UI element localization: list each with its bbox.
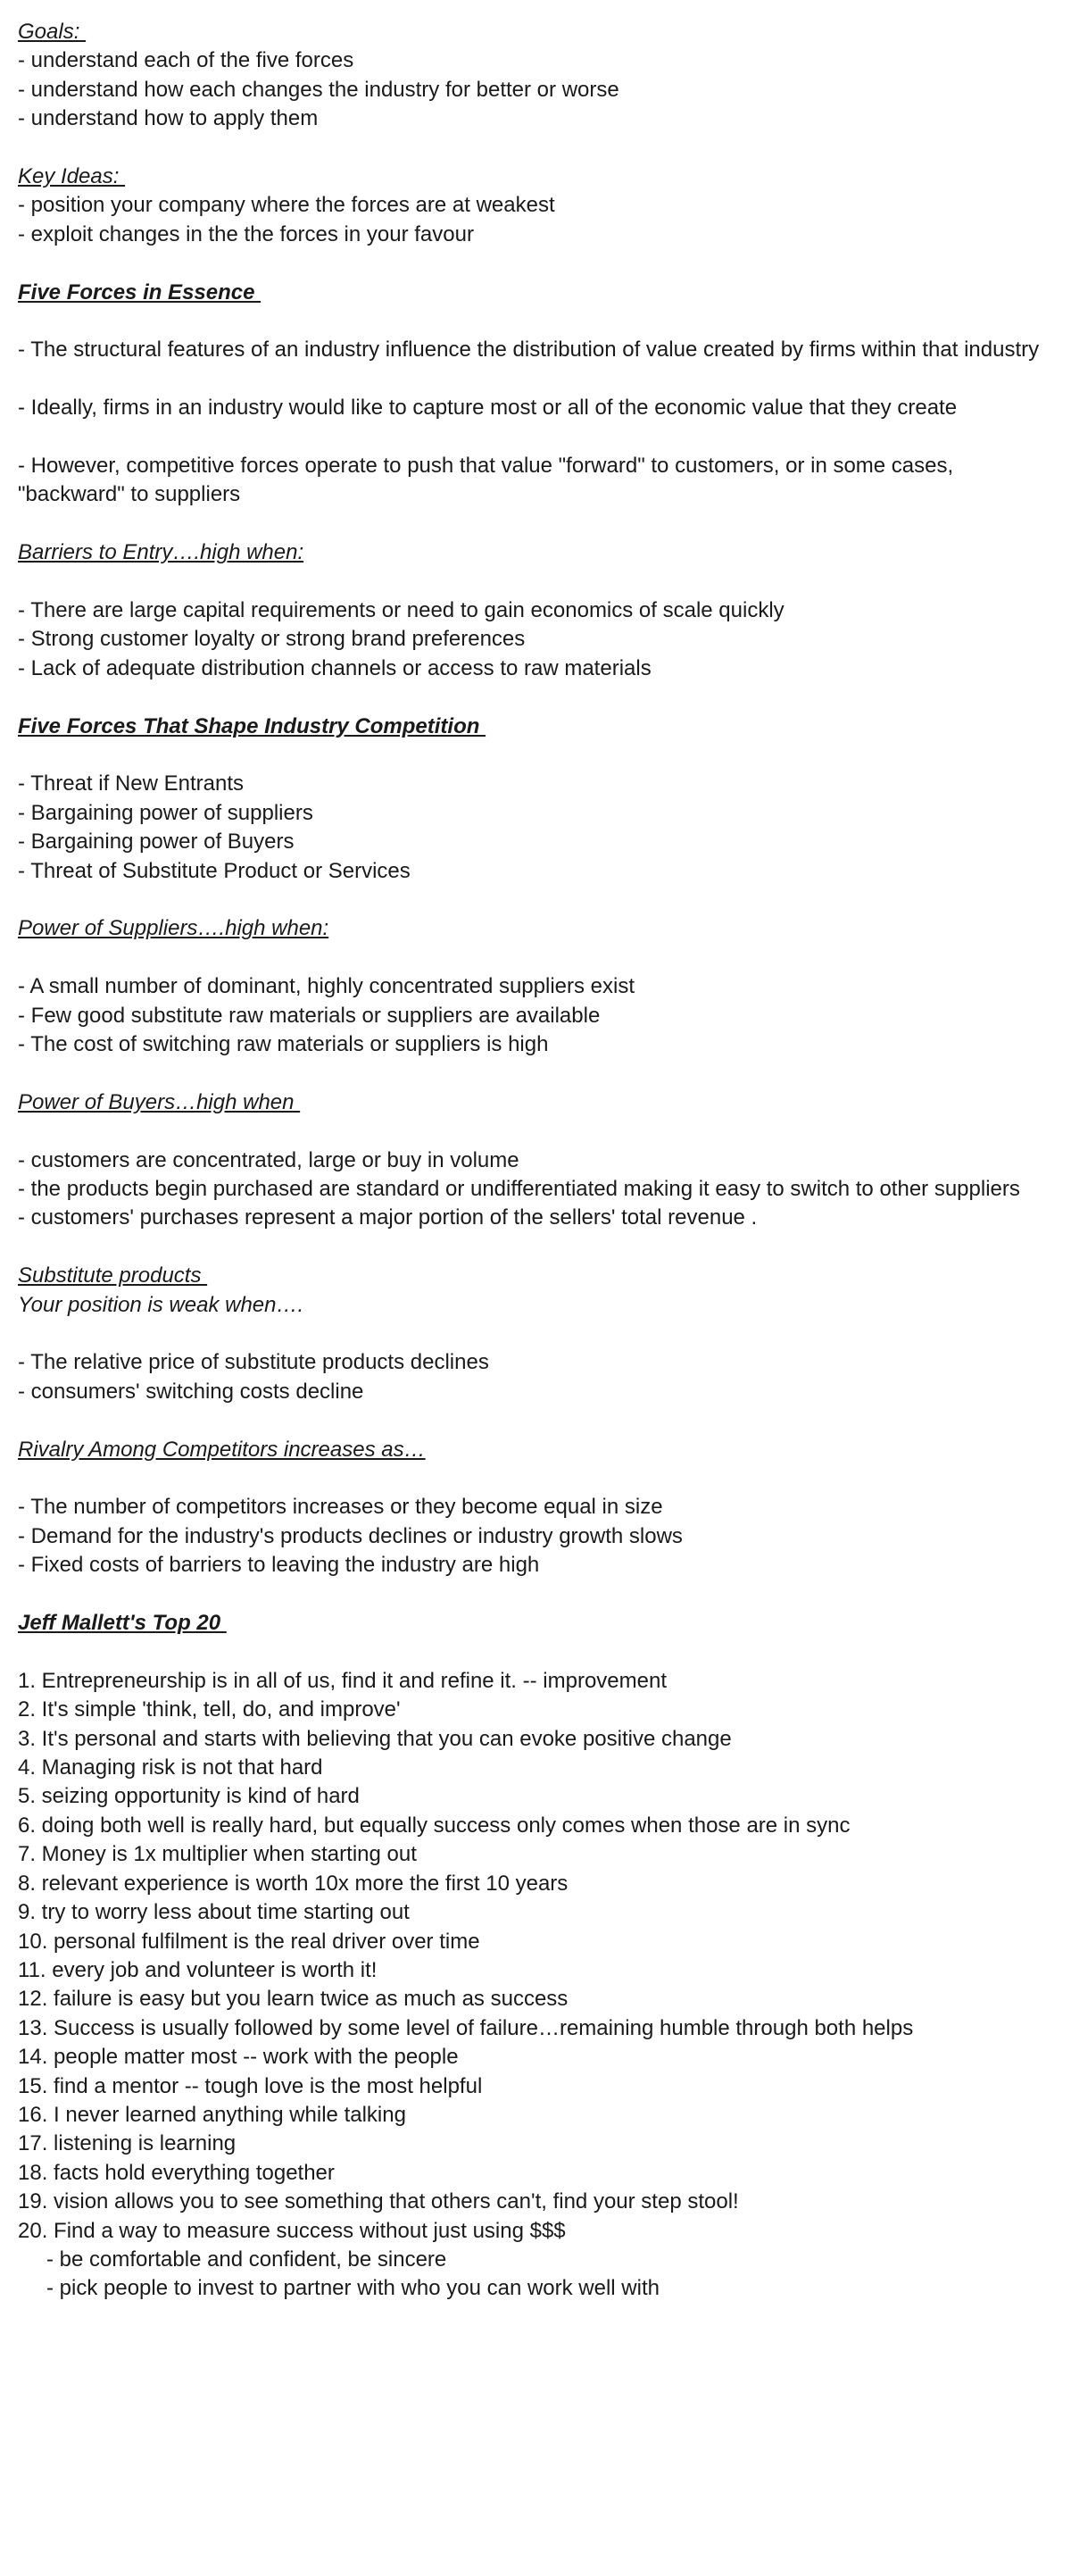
essence-paragraph: - The structural features of an industry influence the distribution of value created by firms within that industry (18, 338, 1040, 363)
spacer (18, 1406, 1053, 1435)
top20-item: 7. Money is 1x multiplier when starting out (18, 1842, 417, 1867)
top20-item: 17. listening is learning (18, 2131, 237, 2156)
spacer (18, 683, 1053, 712)
barriers-heading: Barriers to Entry….high when: (18, 540, 304, 565)
forces-item: - Threat if New Entrants (18, 771, 244, 796)
top20-item: 8. relevant experience is worth 10x more the first 10 years (18, 1871, 569, 1896)
barriers-item: - Strong customer loyalty or strong brand preferences (18, 627, 526, 652)
top20-item: 12. failure is easy but you learn twice as much as success (18, 1987, 569, 2012)
substitutes-heading: Substitute products (18, 1263, 208, 1288)
top20-item: 13. Success is usually followed by some level of failure…remaining humble through both helps (18, 2015, 914, 2040)
spacer (18, 568, 1053, 596)
barriers-item: - There are large capital requirements or need to gain economics of scale quickly (18, 598, 785, 623)
top20-heading: Jeff Mallett's Top 20 (18, 1611, 227, 1636)
rivalry-heading: Rivalry Among Competitors increases as… (18, 1437, 426, 1462)
top20-item: 20. Find a way to measure success without just using $$$ (18, 2218, 566, 2243)
goals-item: - understand how each changes the industry for better or worse (18, 77, 619, 102)
essence-paragraph: - Ideally, firms in an industry would like to capture most or all of the economic value that they create (18, 396, 958, 421)
essence-paragraph: - However, competitive forces operate to push that value "forward" to customers, or in some cases, "backward" to suppliers (18, 454, 959, 507)
spacer (18, 741, 1053, 770)
top20-item: 19. vision allows you to see something that others can't, find your step stool! (18, 2189, 739, 2214)
rivalry-item: - Demand for the industry's products declines or industry growth slows (18, 1523, 683, 1548)
key-ideas-item: - exploit changes in the the forces in your favour (18, 221, 474, 246)
buyers-item: - customers are concentrated, large or buy in volume (18, 1147, 519, 1172)
rivalry-item: - The number of competitors increases or they become equal in size (18, 1495, 663, 1520)
buyers-heading: Power of Buyers…high when (18, 1089, 301, 1114)
top20-item: 6. doing both well is really hard, but equally success only comes when those are in sync (18, 1813, 851, 1838)
spacer (18, 1320, 1053, 1348)
top20-sub-item: - pick people to invest to partner with who you can work well with (46, 2276, 660, 2301)
five-forces-essence-heading: Five Forces in Essence (18, 279, 262, 304)
substitutes-item: - The relative price of substitute products declines (18, 1350, 489, 1375)
spacer (18, 1059, 1053, 1088)
five-forces-shape-heading: Five Forces That Shape Industry Competition (18, 713, 486, 738)
spacer (18, 365, 1053, 394)
top20-item: 16. I never learned anything while talking (18, 2102, 406, 2127)
spacer (18, 423, 1053, 452)
spacer (18, 510, 1053, 538)
spacer (18, 1464, 1053, 1493)
substitutes-subheading: Your position is weak when…. (18, 1292, 304, 1317)
suppliers-item: - The cost of switching raw materials or suppliers is high (18, 1032, 549, 1057)
forces-item: - Bargaining power of suppliers (18, 800, 313, 825)
top20-item: 5. seizing opportunity is kind of hard (18, 1784, 360, 1809)
rivalry-item: - Fixed costs of barriers to leaving the industry are high (18, 1553, 540, 1578)
goals-heading: Goals: (18, 20, 87, 44)
barriers-item: - Lack of adequate distribution channels or access to raw materials (18, 655, 652, 680)
spacer (18, 944, 1053, 972)
goals-item: - understand how to apply them (18, 106, 319, 131)
top20-item: 18. facts hold everything together (18, 2160, 335, 2185)
goals-item: - understand each of the five forces (18, 48, 354, 73)
substitutes-item: - consumers' switching costs decline (18, 1379, 364, 1404)
spacer (18, 1117, 1053, 1146)
top20-item: 14. people matter most -- work with the people (18, 2045, 459, 2070)
top20-item: 3. It's personal and starts with believing that you can evoke positive change (18, 1726, 732, 1751)
spacer (18, 249, 1053, 278)
top20-item: 1. Entrepreneurship is in all of us, find it and refine it. -- improvement (18, 1668, 668, 1693)
forces-item: - Threat of Substitute Product or Services (18, 858, 411, 883)
buyers-item: - the products begin purchased are standard or undifferentiated making it easy to switch to other suppliers (18, 1177, 1020, 1202)
suppliers-item: - A small number of dominant, highly concentrated suppliers exist (18, 974, 635, 999)
forces-item: - Bargaining power of Buyers (18, 829, 295, 854)
top20-item: 10. personal fulfilment is the real driver over time (18, 1929, 480, 1954)
top20-item: 11. every job and volunteer is worth it! (18, 1957, 378, 1982)
top20-sub-item: - be comfortable and confident, be sincere (46, 2247, 447, 2272)
top20-item: 2. It's simple 'think, tell, do, and improve' (18, 1697, 401, 1722)
top20-item: 9. try to worry less about time starting out (18, 1900, 410, 1925)
key-ideas-heading: Key Ideas: (18, 164, 126, 189)
spacer (18, 1580, 1053, 1609)
top20-item: 4. Managing risk is not that hard (18, 1755, 323, 1780)
spacer (18, 307, 1053, 336)
buyers-item: - customers' purchases represent a major portion of the sellers' total revenue . (18, 1205, 758, 1230)
spacer (18, 1233, 1053, 1262)
spacer (18, 886, 1053, 914)
key-ideas-item: - position your company where the forces are at weakest (18, 193, 555, 218)
suppliers-item: - Few good substitute raw materials or suppliers are available (18, 1003, 601, 1028)
top20-item: 15. find a mentor -- tough love is the most helpful (18, 2073, 483, 2098)
suppliers-heading: Power of Suppliers….high when: (18, 916, 329, 941)
spacer (18, 134, 1053, 163)
spacer (18, 1638, 1053, 1666)
